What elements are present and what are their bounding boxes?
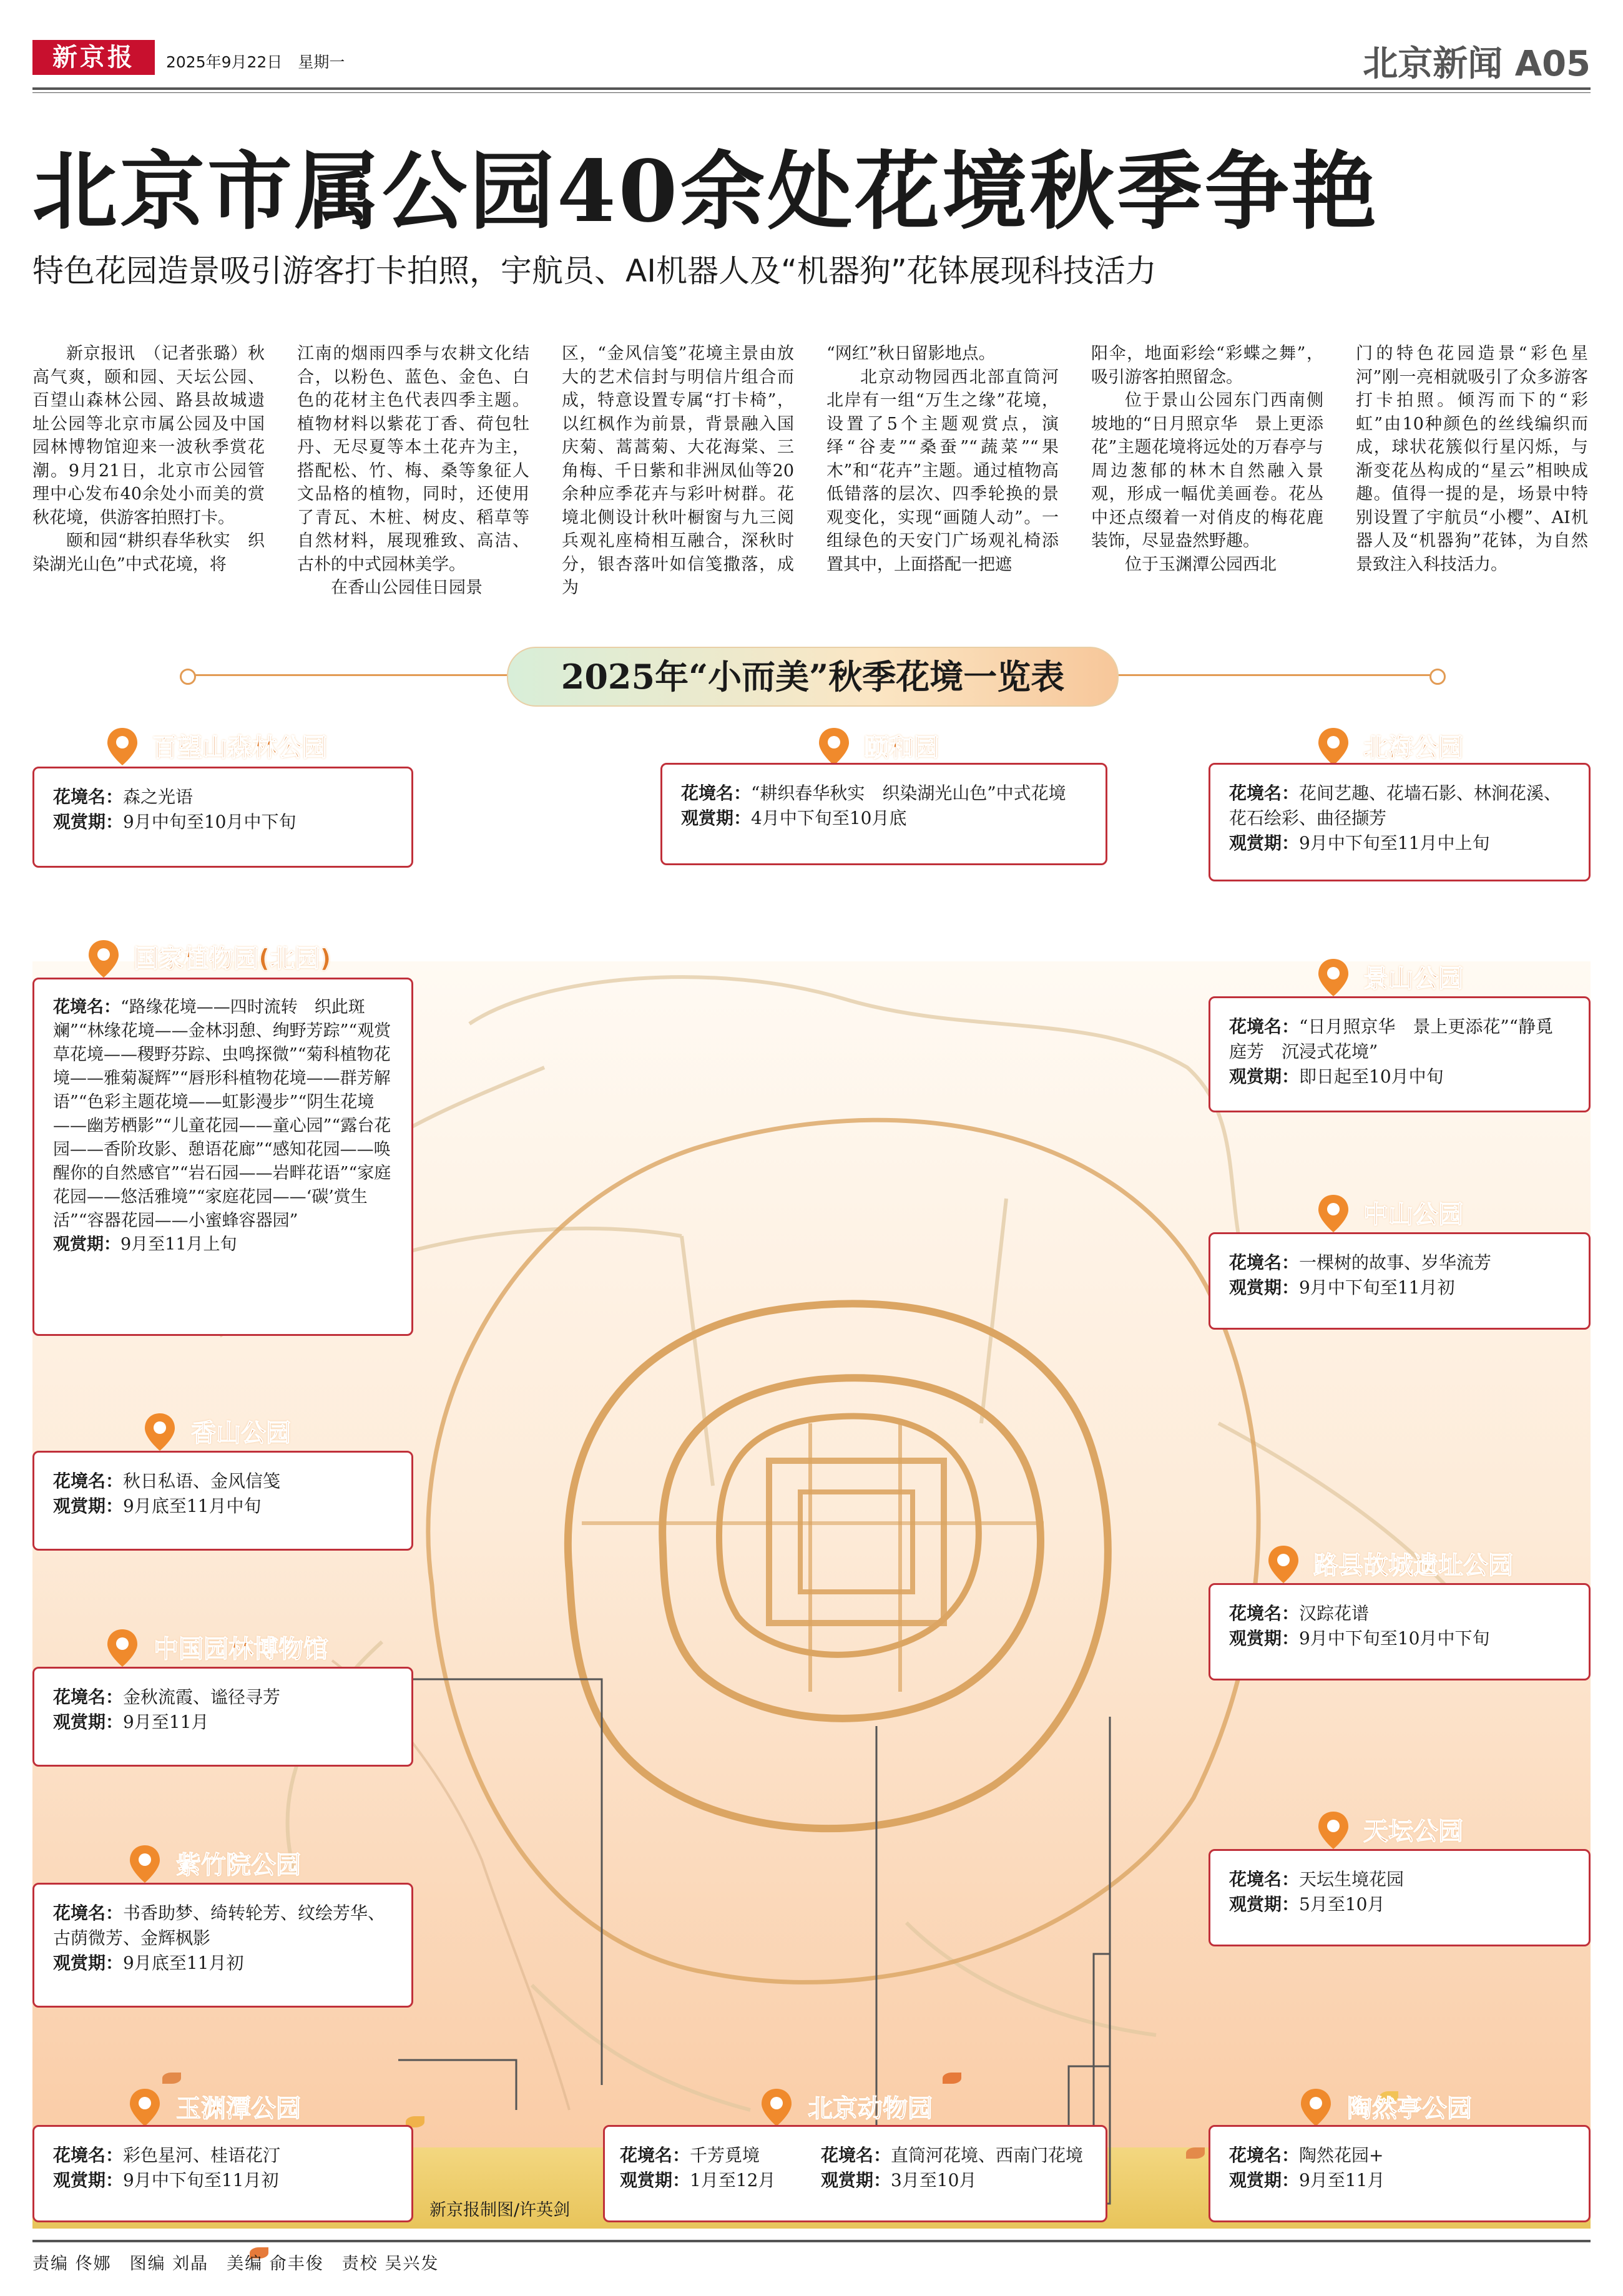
park-card-tiantan: 花境名：天坛生境花园 观赏期：5月至10月 — [1209, 1849, 1591, 1946]
article-paragraph: 北京动物园西北部直筒河北岸有一组“万生之缘”花境，设置了5个主题观赏点，演绎“谷麦”“桑蚕”“蔬菜”“果木”和“花卉”主题。通过植物高低错落的层次、四季轮换的景观变化，实现“画随人动”。一组绿色的天安门广场观礼椅添置其中，上面搭配一把遮 — [826, 367, 1059, 574]
park-name-xiangshan: 香山公园 — [191, 1419, 291, 1448]
park-name-jingshan: 景山公园 — [1363, 964, 1463, 993]
article-paragraph: 位于玉渊潭公园西北 — [1125, 554, 1277, 574]
banner-dot-right — [1429, 669, 1446, 685]
location-pin-icon — [129, 2087, 161, 2127]
location-pin-icon — [87, 939, 120, 979]
leaf-decoration — [1186, 2147, 1205, 2159]
park-card-zizhuyuan: 花境名：书香助梦、绮转轮芳、纹绘芳华、古荫微芳、金辉枫影 观赏期：9月底至11月初 — [32, 1883, 413, 2008]
banner-line-right — [1111, 674, 1436, 676]
article-paragraph: 江南的烟雨四季与农耕文化结合，以粉色、蓝色、金色、白色的花材主色代表四季主题。植物材料以紫花丁香、荷包牡丹、无尽夏等本土花卉为主，搭配松、竹、梅、桑等象征人文品格的植物，同时，还使用了青瓦、木桩、树皮、稻草等自然材料，展现雅致、高洁、古朴的中式园林美学。 — [297, 344, 529, 574]
park-name-luxian: 路县故城遗址公园 — [1313, 1551, 1513, 1580]
park-name-baiwangshan: 百望山森林公园 — [152, 733, 327, 762]
location-pin-icon — [1300, 2087, 1332, 2127]
banner-line-left — [187, 674, 512, 676]
park-name-zhongshan: 中山公园 — [1363, 1200, 1463, 1229]
park-card-zhongshan: 花境名：一棵树的故事、岁华流芳 观赏期：9月中下旬至11月初 — [1209, 1232, 1591, 1330]
park-name-zizhuyuan: 紫竹院公园 — [176, 1851, 301, 1880]
park-card-yiheyuan: 花境名：“耕织春华秋实 织染湖光山色”中式花境 观赏期：4月中下旬至10月底 — [660, 763, 1107, 865]
editor-credits: 责编 佟娜 图编 刘晶 美编 俞丰俊 责校 吴兴发 — [32, 2254, 439, 2274]
ring-roads — [428, 1120, 1258, 1982]
article-paragraph: 阳伞，地面彩绘“彩蝶之舞”，吸引游客拍照留念。 — [1091, 344, 1323, 387]
subheadline: 特色花园造景吸引游客打卡拍照，宇航员、AI机器人及“机器狗”花钵展现科技活力 — [32, 253, 1157, 289]
park-name-zhiwuyuan: 国家植物园(北园) — [134, 944, 331, 973]
park-card-beihai: 花境名：花间艺趣、花墙石影、林涧花溪、花石绘彩、曲径撷芳 观赏期：9月中下旬至11月中上旬 — [1209, 763, 1591, 881]
location-pin-icon — [106, 727, 139, 767]
park-name-beihai: 北海公园 — [1363, 733, 1463, 762]
location-pin-icon — [818, 727, 850, 767]
headline: 北京市属公园40余处花境秋季争艳 — [32, 142, 1380, 242]
park-name-tiantan: 天坛公园 — [1363, 1817, 1463, 1846]
section-page: 北京新闻 A05 — [1363, 44, 1591, 84]
article-column-2 — [297, 342, 529, 600]
article-column-3 — [562, 342, 794, 600]
leaf-decoration — [943, 2073, 961, 2084]
location-pin-icon — [1317, 727, 1350, 767]
location-pin-icon — [129, 1844, 161, 1884]
masthead-rule-thin — [32, 92, 1591, 93]
article-column-1 — [32, 342, 265, 576]
article-paragraph: 位于景山公园东门西南侧坡地的“日月照京华 景上更添花”主题花境将远处的万春亭与周边葱郁的林木自然融入景观，形成一幅优美画卷。花丛中还点缀着一对俏皮的梅花鹿装饰，尽显盎然野趣。 — [1091, 391, 1323, 551]
park-card-dongwuyuan — [603, 2125, 1107, 2222]
article-paragraph: 区，“金风信笺”花境主景由放大的艺术信封与明信片组合而成，特意设置专属“打卡椅”，以红枫作为前景，背景融入国庆菊、蒿蒿菊、大花海棠、三角梅、千日紫和非洲凤仙等20余种应季花卉与彩叶树群。花境北侧设计秋叶橱窗与九三阅兵观礼座椅相互融合，深秋时分，银杏落叶如信笺撒落，成为 — [562, 344, 794, 597]
table-title: 2025年“小而美”秋季花境一览表 — [507, 647, 1119, 707]
park-name-yiheyuan: 颐和园 — [864, 733, 939, 762]
article-paragraph: 在香山公园佳日园景 — [331, 578, 483, 597]
masthead-rule — [32, 87, 1591, 90]
park-card-jingshan: 花境名：“日月照京华 景上更添花”“静覓庭芳 沉浸式花境” 观赏期：即日起至10月中旬 — [1209, 996, 1591, 1112]
park-card-yuyuantan: 花境名：彩色星河、桂语花汀 观赏期：9月中下旬至11月初 — [32, 2125, 413, 2222]
park-card-taoranting: 花境名：陶然花园+ 观赏期：9月至11月 — [1209, 2125, 1591, 2222]
issue-date: 2025年9月22日 星期一 — [166, 53, 345, 71]
masthead — [32, 36, 1591, 86]
park-card-luxian: 花境名：汉踪花谱 观赏期：9月中下旬至10月中下旬 — [1209, 1583, 1591, 1680]
zoo-entry-2: 花境名：直筒河花境、西南门花境 观赏期：3月至10月 — [821, 2145, 1084, 2191]
park-name-taoranting: 陶然亭公园 — [1347, 2094, 1472, 2123]
graphic-credit: 新京报制图/许英剑 — [429, 2200, 571, 2220]
location-pin-icon — [1317, 1810, 1350, 1850]
zoo-entry-1: 花境名：千芳覓境 观赏期：1月至12月 — [620, 2145, 776, 2191]
banner-dot-left — [180, 669, 196, 685]
park-name-dongwuyuan: 北京动物园 — [808, 2094, 933, 2123]
location-pin-icon — [1317, 958, 1350, 998]
article-paragraph: 颐和园“耕织春华秋实 织染湖光山色”中式花境，将 — [32, 531, 265, 574]
article-paragraph: 门的特色花园造景“彩色星河”刚一亮相就吸引了众多游客打卡拍照。倾泻而下的“彩虹”由10种颜色的丝线编织而成，球状花簇似行星闪烁，与渐变花丛构成的“星云”相映成趣。值得一提的是，场景中特别设置了宇航员“小樱”、AI机器人及“机器狗”花钵，为自然景致注入科技活力。 — [1356, 344, 1588, 574]
article-column-5 — [1091, 342, 1323, 576]
location-pin-icon — [106, 1628, 139, 1668]
park-card-xiangshan: 花境名：秋日私语、金风信笺 观赏期：9月底至11月中旬 — [32, 1451, 413, 1551]
park-name-yuanlin: 中国园林博物馆 — [154, 1635, 328, 1664]
newspaper-logo: 新京报 — [32, 40, 155, 75]
article-paragraph: 新京报讯 （记者张璐）秋高气爽，颐和园、天坛公园、百望山森林公园、路县故城遗址公园等北京市属公园及中国园林博物馆迎来一波秋季赏花潮。9月21日，北京市公园管理中心发布40余处小而美的赏秋花境，供游客拍照打卡。 — [32, 344, 265, 527]
leaf-decoration — [162, 2073, 181, 2084]
footer-rule — [32, 2240, 1591, 2242]
location-pin-icon — [760, 2087, 793, 2127]
article-column-6 — [1356, 342, 1588, 576]
park-card-yuanlin: 花境名：金秋流霞、谧径寻芳 观赏期：9月至11月 — [32, 1667, 413, 1767]
article-paragraph: “网红”秋日留影地点。 — [826, 344, 996, 363]
park-name-yuyuantan: 玉渊潭公园 — [176, 2094, 301, 2123]
park-card-zhiwuyuan: 花境名：“路缘花境——四时流转 织此斑斓”“林缘花境——金林羽憩、绚野芳踪”“观赏草花境——稷野芬踪、虫鸣探微”“菊科植物花境——雅菊凝辉”“唇形科植物花境——群芳解语”“色彩主题花境——虹影漫步”“阴生花境——幽芳栖影”“儿童花园——童心园”“露台花园——香阶玫影、憩语花廊”“感知花园——唤醒你的自然感官”“岩石园——岩畔花语”“家庭花园——悠活雅境”“家庭花园——‘碳’赏生活”“容器花园——小蜜蜂容器园” 观赏期：9月至11月上旬 — [32, 978, 413, 1336]
article-column-4 — [826, 342, 1059, 576]
location-pin-icon — [1267, 1544, 1300, 1584]
location-pin-icon — [144, 1412, 176, 1452]
park-card-baiwangshan: 花境名：森之光语 观赏期：9月中旬至10月中下旬 — [32, 767, 413, 868]
location-pin-icon — [1317, 1194, 1350, 1234]
